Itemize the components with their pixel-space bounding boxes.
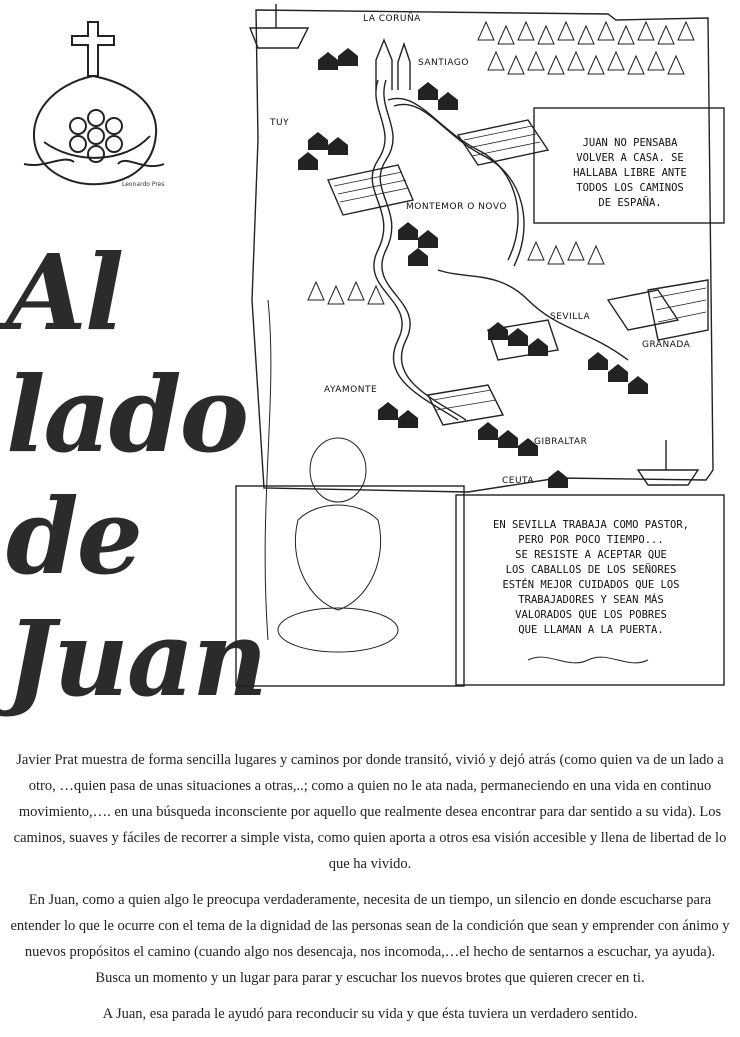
map-label-santiago: SANTIAGO bbox=[418, 58, 469, 68]
illustrated-map bbox=[228, 0, 740, 700]
map-label-ayamonte: AYAMONTE bbox=[324, 385, 378, 395]
map-label-la-coruna: LA CORUÑA bbox=[363, 14, 421, 24]
title-line: de bbox=[6, 475, 141, 598]
paragraph: A Juan, esa parada le ayudó para reconducir su vida y que ésta tuviera un verdadero sentido. bbox=[102, 1006, 638, 1022]
pomegranate-cross-emblem bbox=[14, 14, 186, 194]
map-label-ceuta: CEUTA bbox=[502, 476, 535, 486]
title-line: Al bbox=[6, 231, 123, 354]
map-label-granada: GRANADA bbox=[642, 340, 691, 350]
page-title bbox=[6, 231, 266, 720]
paragraph: Javier Prat muestra de forma sencilla lugares y caminos por donde transitó, vivió y dejó atrás (como quien va de un lado a otro, …quien pasa de unas situaciones a otras,..; como a quien no le ata nada, permaneciendo en una vida en continuo movimiento,…. en una búsqueda inconsciente por aquello que realmente desea encontrar para dar sentido a su vida). Los caminos, suaves y fáciles de recorrer a simple vista, como quien aporta a otros esa visión accesible y llena de libertad de lo que ha vivido. bbox=[13, 752, 727, 872]
title-line: Juan bbox=[6, 597, 266, 720]
title-line: lado bbox=[6, 353, 247, 476]
map-label-gibraltar: GIBRALTAR bbox=[534, 437, 588, 447]
emblem-signature: Leonardo Pres bbox=[122, 181, 165, 188]
map-label-sevilla: SEVILLA bbox=[550, 312, 591, 322]
caption-bottom: EN SEVILLA TRABAJA COMO PASTOR, PERO POR POCO TIEMPO... SE RESISTE A ACEPTAR QUE LOS CABALLOS DE LOS SEÑORES ESTÉN MEJOR CUIDADOS QUE LOS TRABAJADORES Y SEAN MÁS VALORADOS QUE LOS POBRES QUE LLAMAN A LA PUERTA. bbox=[493, 519, 689, 636]
body-text bbox=[10, 747, 730, 1037]
paragraph: En Juan, como a quien algo le preocupa verdaderamente, necesita de un tiempo, un silencio en donde escucharse para entender lo que le ocurre con el tema de la dignidad de las personas sean de la condición que sean y emprender con ánimo y nuevos propósitos el camino (cuando algo nos desencaja, nos incomoda,…el hecho de sentarnos a escuchar, ya ayuda). Busca un momento y un lugar para parar y escuchar los nuevos brotes que quieren crecer en ti. bbox=[10, 892, 730, 986]
map-label-montemor: MONTEMOR O NOVO bbox=[406, 202, 507, 212]
caption-top: JUAN NO PENSABA VOLVER A CASA. SE HALLABA LIBRE ANTE TODOS LOS CAMINOS DE ESPAÑA. bbox=[573, 137, 687, 209]
map-label-tuy: TUY bbox=[270, 118, 290, 128]
